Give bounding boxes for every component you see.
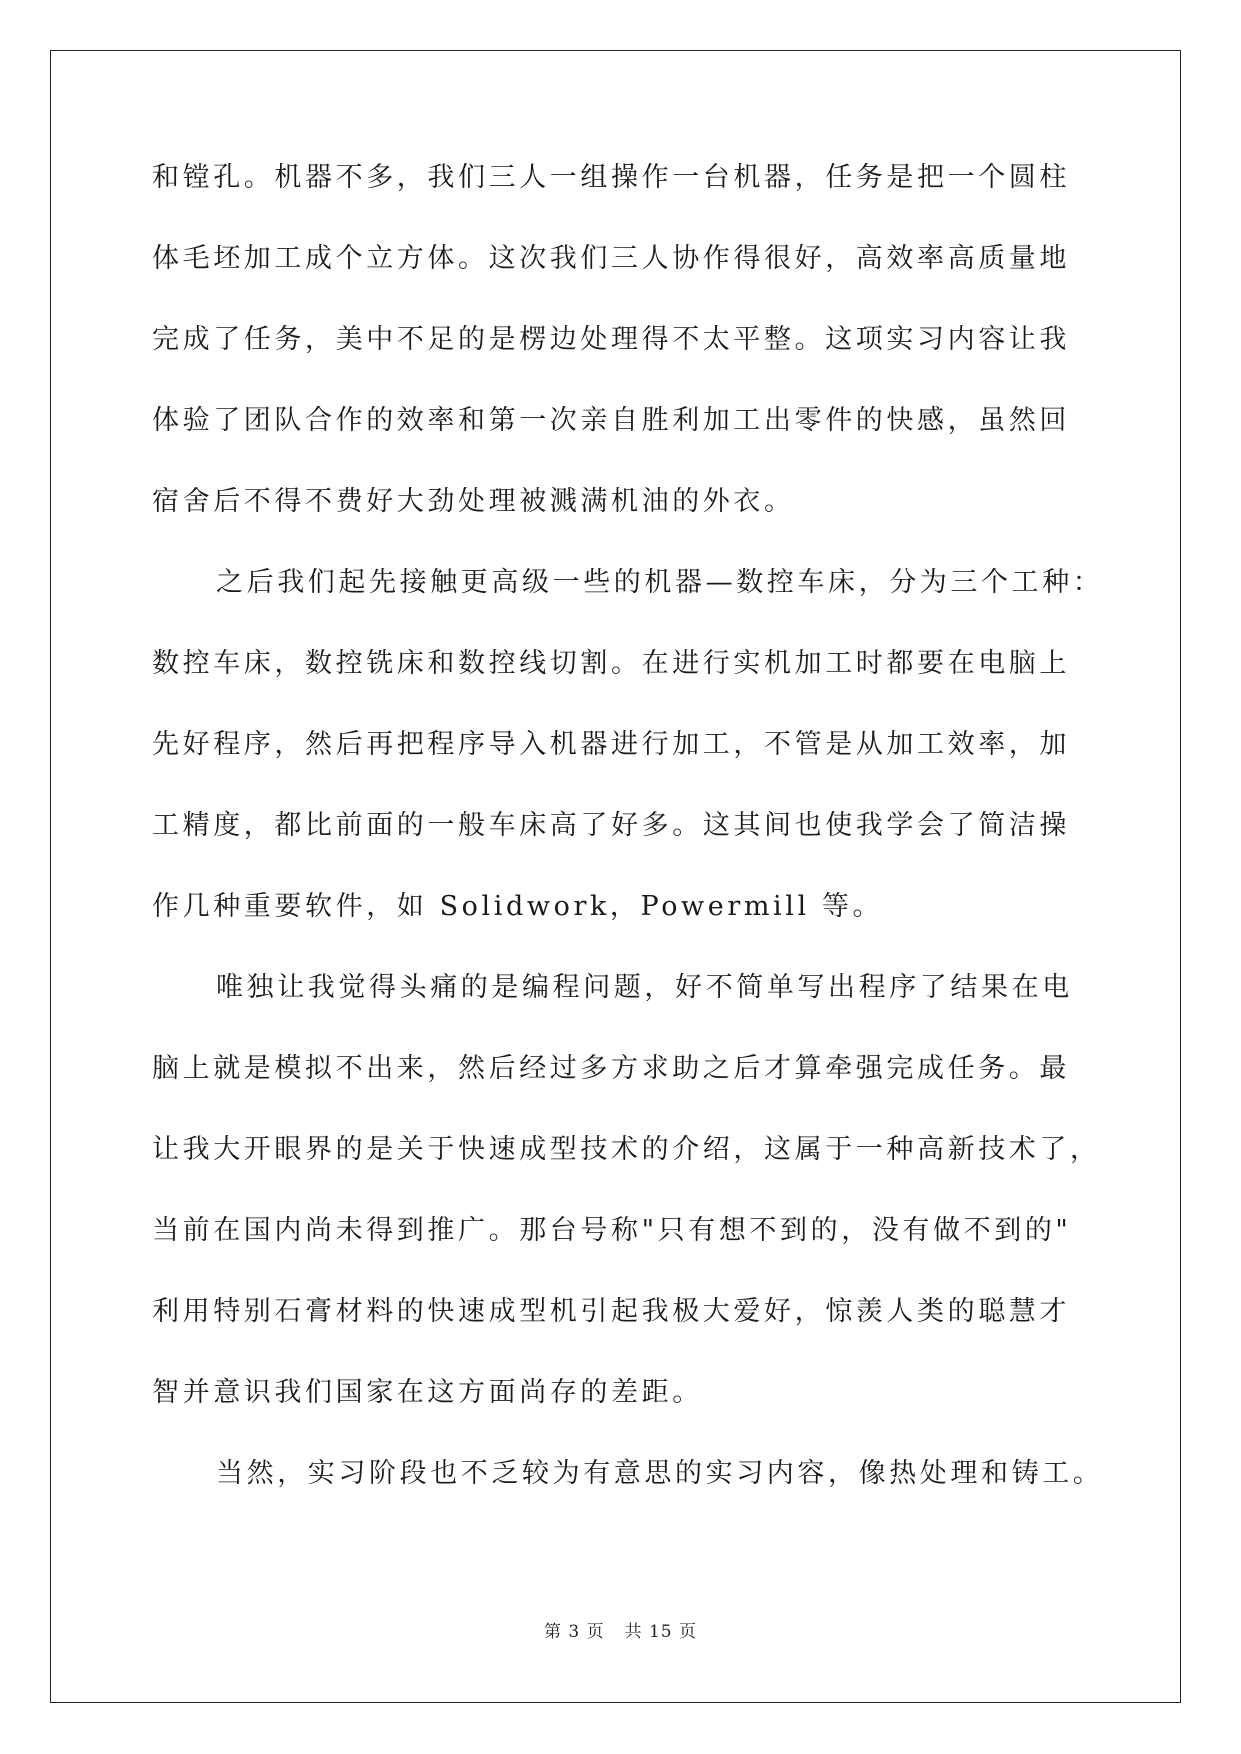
text-line: 当前在国内尚未得到推广。那台号称"只有想不到的，没有做不到的": [152, 1215, 1072, 1246]
text-line: 让我大开眼界的是关于快速成型技术的介绍，这属于一种高新技术了，: [152, 1134, 1101, 1165]
text-line: 先好程序，然后再把程序导入机器进行加工，不管是从加工效率，加: [152, 729, 1070, 760]
text-line: 和镗孔。机器不多，我们三人一组操作一台机器，任务是把一个圆柱: [152, 162, 1070, 193]
text-line: 体验了团队合作的效率和第一次亲自胜利加工出零件的快感，虽然回: [152, 405, 1070, 436]
text-line: 作几种重要软件，如 Solidwork，Powermill 等。: [152, 891, 884, 922]
text-line: 智并意识我们国家在这方面尚存的差距。: [152, 1377, 703, 1408]
page-total: 共 15 页: [624, 1622, 698, 1642]
page-footer: [0, 1617, 1241, 1642]
text-line: 之后我们起先接触更高级一些的机器—数控车床，分为三个工种：: [216, 567, 1104, 598]
text-line: 宿舍后不得不费好大劲处理被溅满机油的外衣。: [152, 486, 795, 517]
text-line: 体毛坯加工成个立方体。这次我们三人协作得很好，高效率高质量地: [152, 243, 1070, 274]
text-line: 脑上就是模拟不出来，然后经过多方求助之后才算牵强完成任务。最: [152, 1053, 1070, 1084]
text-line: 数控车床，数控铣床和数控线切割。在进行实机加工时都要在电脑上: [152, 648, 1070, 679]
document-body: [152, 160, 1104, 1537]
page-number: 第 3 页: [543, 1622, 605, 1642]
text-line: 完成了任务，美中不足的是楞边处理得不太平整。这项实习内容让我: [152, 324, 1070, 355]
text-line: 唯独让我觉得头痛的是编程问题，好不简单写出程序了结果在电: [216, 972, 1073, 1003]
text-line: 利用特别石膏材料的快速成型机引起我极大爱好，惊羡人类的聪慧才: [152, 1296, 1070, 1327]
text-line: 工精度，都比前面的一般车床高了好多。这其间也使我学会了简洁操: [152, 810, 1070, 841]
text-line: 当然，实习阶段也不乏较为有意思的实习内容，像热处理和铸工。: [216, 1458, 1104, 1489]
